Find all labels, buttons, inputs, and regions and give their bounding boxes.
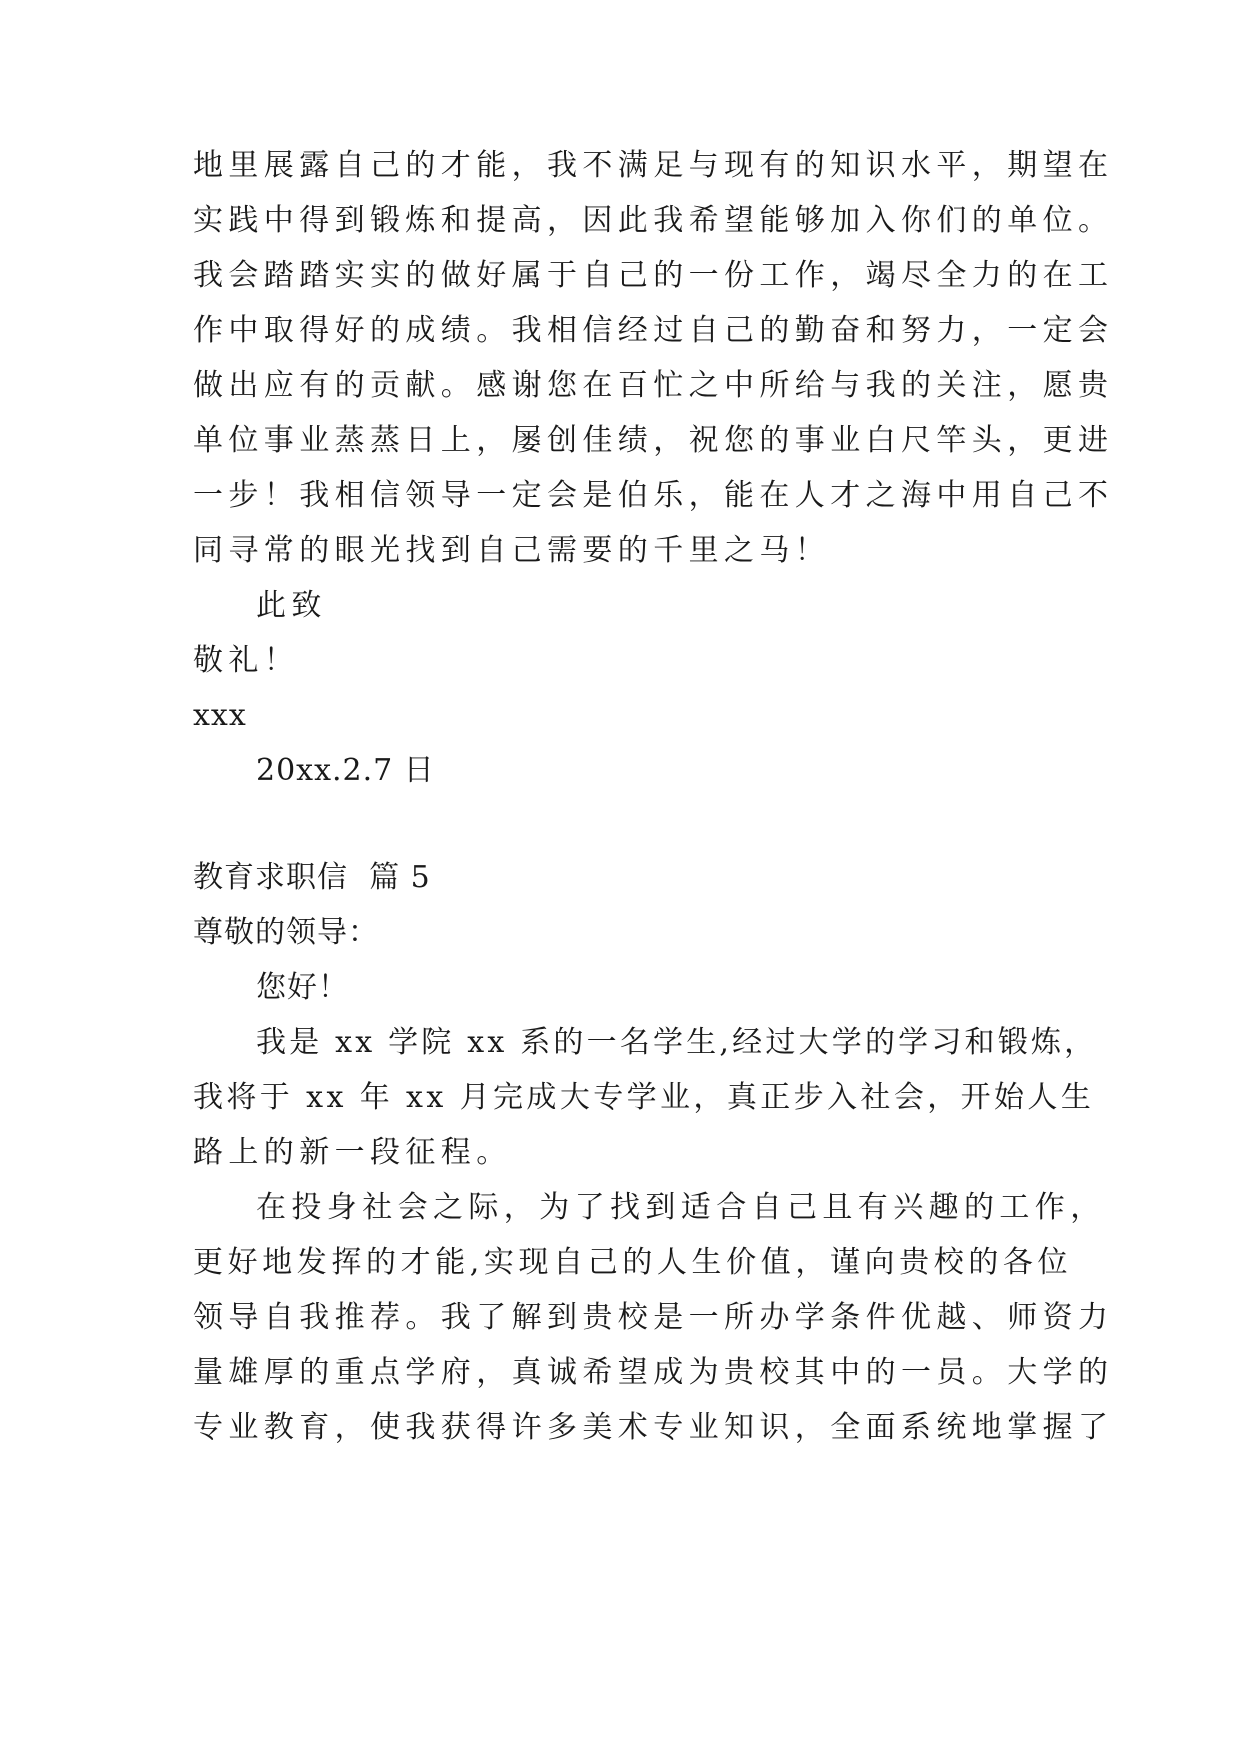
body-line: 实践中得到锻炼和提高，因此我希望能够加入你们的单位。 (193, 203, 1114, 238)
body-line: 同寻常的眼光找到自己需要的千里之马！ (193, 533, 831, 568)
body-line: 我将于 xx 年 xx 月完成大专学业，真正步入社会，开始人生 (193, 1080, 1095, 1115)
section-heading: 教育求职信 篇 5 (193, 860, 431, 895)
body-line: 更好地发挥的才能,实现自己的人生价值，谨向贵校的各位 (193, 1245, 1073, 1280)
body-line: 一步！我相信领导一定会是伯乐，能在人才之海中用自己不 (193, 478, 1114, 513)
body-line: 我会踏踏实实的做好属于自己的一份工作，竭尽全力的在工 (193, 258, 1114, 293)
hello-text: 您好！ (256, 970, 349, 1005)
body-line: 我是 xx 学院 xx 系的一名学生,经过大学的学习和锻炼， (256, 1025, 1098, 1060)
body-line: 专业教育，使我获得许多美术专业知识，全面系统地掌握了 (193, 1410, 1114, 1445)
letter-date: 20xx.2.7 日 (256, 753, 435, 788)
greeting: 尊敬的领导： (193, 915, 379, 950)
closing-text: 此致 (256, 588, 327, 623)
body-line: 单位事业蒸蒸日上，屡创佳绩，祝您的事业白尺竿头，更进 (193, 423, 1114, 458)
body-line: 路上的新一段征程。 (193, 1135, 512, 1170)
body-line: 领导自我推荐。我了解到贵校是一所办学条件优越、师资力 (193, 1300, 1114, 1335)
body-line: 作中取得好的成绩。我相信经过自己的勤奋和努力，一定会 (193, 313, 1114, 348)
body-line: 地里展露自己的才能，我不满足与现有的知识水平，期望在 (193, 148, 1114, 183)
salute-text: 敬礼！ (193, 643, 300, 678)
signature: xxx (193, 698, 247, 733)
body-line: 做出应有的贡献。感谢您在百忙之中所给与我的关注，愿贵 (193, 368, 1114, 403)
body-line: 在投身社会之际，为了找到适合自己且有兴趣的工作， (256, 1190, 1106, 1225)
body-line: 量雄厚的重点学府，真诚希望成为贵校其中的一员。大学的 (193, 1355, 1114, 1390)
